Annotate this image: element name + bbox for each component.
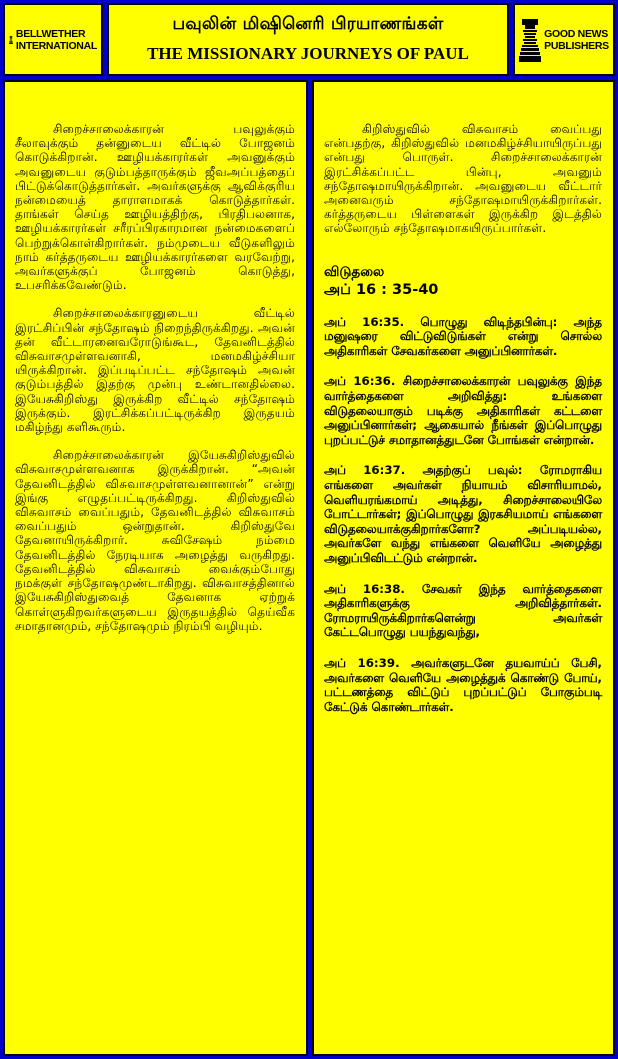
page-title-english: THE MISSIONARY JOURNEYS OF PAUL [147, 44, 469, 63]
good-news-logo-text [544, 28, 609, 52]
left-paragraph: சிறைச்சாலைக்காரனுடைய வீட்டில் இரட்சிப்பின் சந்தோஷம் நிறைந்திருக்கிறது. அவன் தன் வீட்டாரனைவரோடுங்கூட, தேவனிடத்தில் விசுவாசமுள்ளவனாகி, மனமகிழ்ச்சியா யிருக்கிறான். இப்படிப்பட்ட சந்தோஷம் அவன் குடும்பத்தில் இதற்கு முன்பு உண்டானதில்லை. இயேசுகிறிஸ்து இருக்கிற வீட்டில் சந்தோஷம் இருக்கும். இரட்சிக்கப்பட்டிருக்கிற இருதயம் மகிழ்ந்து களிகூரும். [15, 306, 295, 435]
bellwether-logo [3, 3, 103, 76]
verse-paragraph: அப் 16:36. சிறைச்சாலைக்காரன் பவுலுக்கு இந்த வார்த்தைகளை அறிவித்து: உங்களை விடுதலையாகும் படிக்கு அதிகாரிகள் கட்டளை அனுப்பினார்கள்; ஆகையால் நீங்கள் இப்பொழுது புறப்பட்டுச் சமாதானத்துடனே போங்கள் என்றான். [324, 374, 602, 447]
left-paragraph: சிறைச்சாலைக்காரன் பவுலுக்கும் சீலாவுக்கும் தன்னுடைய வீட்டில் போஜனம் கொடுக்கிறான். ஊழியக்காரர்கள் அவனுக்கும் அவனுடைய குடும்பத்தாருக்கும் ஜீவஅப்பத்தைப் பிட்டுக்கொடுத்தார்கள். அவர்களுக்கு ஆவிக்குரிய நன்மையைத் தாராளமாகக் கொடுத்தார்கள். தாங்கள் செய்த ஊழியத்திற்கு, பிரதிபலனாக, ஊழியக்காரர்கள் சரீரப்பிரகாரமான நன்மைகளைப் பெற்றுக்கொள்கிறார்கள். நம்முடைய வீடுகளிலும் நாம் கர்த்தருடைய ஊழியக்காரர்களை வரவேற்று, அவர்களுக்குப் போஜனம் கொடுத்து, உபசரிக்கவேண்டும். [15, 122, 295, 293]
bellwether-logo-line1: BELLWETHER [15, 27, 86, 40]
bellwether-logo-text [16, 28, 97, 52]
right-intro-paragraph: கிறிஸ்துவில் விசுவாசம் வைப்பது என்பதற்கு, கிறிஸ்துவில் மனமகிழ்ச்சியாயிருப்பது என்பது பொருள். சிறைச்சாலைக்காரன் இரட்சிக்கப்பட்ட பின்பு, அவனும் சந்தோஷமாயிருக்கிறான். அவனுடைய வீட்டார் அனைவரும் சந்தோஷமாயிருக்கிறார்கள். கர்த்தருடைய பிள்ளைகள் இருக்கிற இடத்தில் எல்லோரும் சந்தோஷமாகயிருப்பார்கள். [324, 122, 602, 236]
left-column [3, 80, 308, 1056]
right-column [312, 80, 615, 1056]
section-heading: விடுதலை [324, 263, 385, 280]
good-news-logo-line1: GOOD NEWS [544, 27, 608, 40]
page-title-tamil: பவுலின் மிஷினெரி பிரயாணங்கள் [172, 14, 444, 34]
section-reference: அப் 16 : 35-40 [324, 281, 439, 298]
verse-paragraph: அப் 16:38. சேவகர் இந்த வார்த்தைகளை அதிகாரிகளுக்கு அறிவித்தார்கள். ரோமராயிருக்கிறார்களென்று அவர்கள் கேட்டபொழுது பயந்துவந்து, [324, 581, 602, 640]
left-paragraph: சிறைச்சாலைக்காரன் இயேசுகிறிஸ்துவில் விசுவாசமுள்ளவனாக இருக்கிறான். “அவன் தேவனிடத்தில் விசுவாசமுள்ளவனானான்” என்று இங்கு எழுதப்பட்டிருக்கிறது. கிறிஸ்துவில் விசுவாசம் வைப்பதும், தேவனிடத்தில் விசுவாசம் வைப்பதும் ஒன்றுதான். கிறிஸ்துவே தேவனாயிருக்கிறார். சுவிசேஷம் நம்மை தேவனிடத்தில் நேரடியாக அழைத்து வருகிறது. தேவனிடத்தில் விசுவாசம் வைக்கும்போது நமக்குள் சந்தோஷமுண்டாகிறது. விசுவாசத்தினால் இயேசுகிறிஸ்துவைத் தேவனாக ஏற்றுக் கொள்ளுகிறவர்களுடைய இருதயத்தில் தெய்வீக சமாதானமும், சந்தோஷமும் நிரம்பி வழியும். [15, 448, 295, 633]
good-news-logo-icon [519, 17, 541, 63]
title-banner [107, 3, 509, 76]
good-news-logo [513, 3, 615, 76]
verse-paragraph: அப் 16:35. பொழுது விடிந்தபின்பு: அந்த மனுஷரை விட்டுவிடுங்கள் என்று சொல்ல அதிகாரிகள் சேவகர்களை அனுப்பினார்கள். [324, 314, 602, 358]
bellwether-logo-icon [9, 17, 13, 63]
bellwether-logo-line2: INTERNATIONAL [15, 39, 97, 52]
verse-paragraph: அப் 16:37. அதற்குப் பவுல்: ரோமராகிய எங்களை அவர்கள் நியாயம் விசாரியாமல், வெளியரங்கமாய் அடித்து, சிறைச்சாலையிலே போட்டார்கள்; இப்பொழுது இரகசியமாய் எங்களை விடுதலையாக்குகிறார்களோ? அப்படியல்ல, அவர்களே வந்து எங்களை வெளியே அழைத்து அனுப்பிவிடட்டும் என்றான். [324, 463, 602, 565]
good-news-logo-line2: PUBLISHERS [544, 39, 609, 52]
verse-paragraph: அப் 16:39. அவர்களுடனே தயவாய்ப் பேசி, அவர்களை வெளியே அழைத்துக் கொண்டு போய், பட்டணத்தை விட்டுப் புறப்பட்டுப் போகும்படி கேட்டுக் கொண்டார்கள். [324, 655, 602, 714]
